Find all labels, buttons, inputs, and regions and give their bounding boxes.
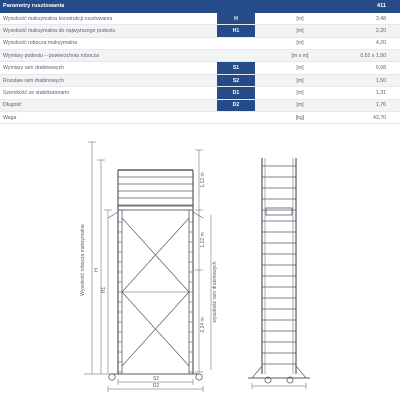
side-outrigger-left (252, 366, 262, 378)
dim-label-s2: S2 (152, 376, 160, 382)
row-value: 0,68 (345, 62, 400, 74)
scaffold-parameters-table (0, 0, 400, 124)
table-header-symbol (217, 0, 255, 12)
table-row (0, 50, 400, 62)
table-header-model: 411 (345, 0, 400, 12)
row-label: Szerokość ze stabilizatorami (0, 87, 217, 99)
row-label: Wymiary podestu – powierzchnia robocza (0, 50, 217, 62)
table-row (0, 99, 400, 111)
front-wheel-right (196, 374, 202, 380)
row-unit: [m] (255, 37, 345, 49)
row-value: 1,76 (345, 99, 400, 111)
side-outrigger-right (296, 366, 306, 378)
row-value: 3,48 (345, 12, 400, 24)
dim-label-middle: 1,12 m (200, 232, 206, 248)
dim-label-upper: 1,12 m (200, 172, 206, 188)
table-row (0, 12, 400, 24)
row-label: Wysokość maksymalna do najwyższego podestu (0, 25, 217, 37)
row-value: 43,70 (345, 112, 400, 124)
table-row (0, 112, 400, 124)
side-platform (266, 208, 292, 215)
front-wheel-left (109, 374, 115, 380)
row-symbol (217, 50, 255, 62)
row-value: 4,20 (345, 37, 400, 49)
front-stabilizer-arm (193, 212, 203, 218)
front-stabilizer-arm (108, 212, 118, 218)
row-label: Wysokość maksymalna konstrukcji rusztowania (0, 12, 217, 24)
row-symbol: D2 (217, 99, 255, 111)
table-row (0, 74, 400, 86)
scaffold-technical-drawing (0, 140, 400, 400)
row-unit: [m x m] (255, 50, 345, 62)
row-unit: [m] (255, 62, 345, 74)
row-symbol: D1 (217, 87, 255, 99)
table-header-row (0, 0, 400, 12)
row-symbol: S2 (217, 74, 255, 86)
row-label: Długość (0, 99, 217, 111)
row-label: Rozstaw ram drabinowych (0, 74, 217, 86)
dim-label-h1: H1 (101, 286, 107, 294)
table-row (0, 37, 400, 49)
dim-label-d2: D2 (152, 383, 160, 389)
row-unit: [m] (255, 99, 345, 111)
dim-label-frame-height: wysokość ram drabinowych (212, 261, 218, 323)
row-value: 1,50 (345, 74, 400, 86)
table-header-label: Parametry rusztowania (0, 0, 217, 12)
dim-label-lower: 2,24 m (200, 317, 206, 333)
row-value: 2,20 (345, 25, 400, 37)
row-symbol (217, 37, 255, 49)
row-symbol (217, 112, 255, 124)
table-row (0, 25, 400, 37)
row-label: Wysokość robocza maksymalna (0, 37, 217, 49)
row-unit: [m] (255, 74, 345, 86)
table-header-unit (255, 0, 345, 12)
row-value: 0,52 x 1,50 (345, 50, 400, 62)
row-symbol: H1 (217, 25, 255, 37)
table-row (0, 62, 400, 74)
dim-label-h: H (94, 268, 100, 272)
dim-label-working-height: Wysokość robocza maksymalna (80, 224, 86, 296)
row-unit: [m] (255, 87, 345, 99)
row-label: Wymiary ram drabinowych (0, 62, 217, 74)
row-symbol: H (217, 12, 255, 24)
row-value: 1,31 (345, 87, 400, 99)
table-row (0, 87, 400, 99)
scaffold-drawing (0, 140, 400, 400)
row-unit: [m] (255, 12, 345, 24)
row-unit: [kg] (255, 112, 345, 124)
front-platform (118, 206, 193, 210)
row-symbol: S1 (217, 62, 255, 74)
row-unit: [m] (255, 25, 345, 37)
row-label: Waga (0, 112, 217, 124)
